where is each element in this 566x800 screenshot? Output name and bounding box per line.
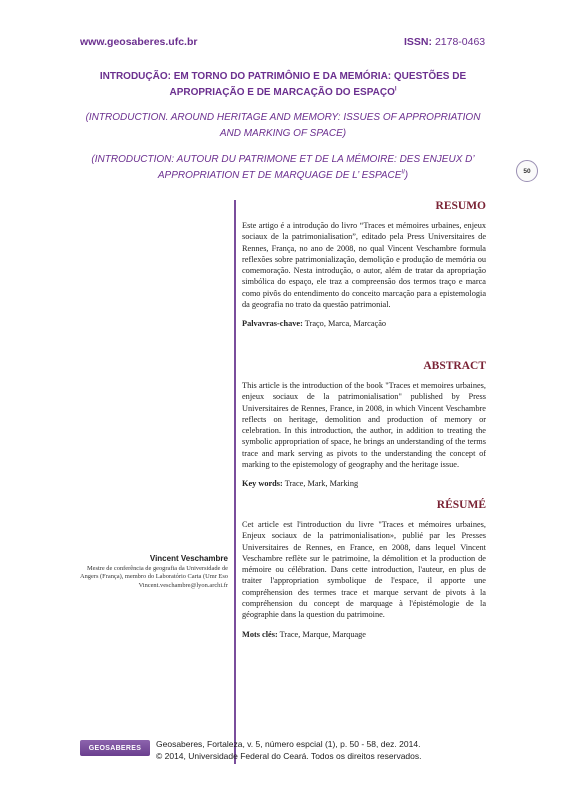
resumo-body: Este artigo é a introdução do livro “Traces et mémoires urbaines, enjeux sociaux de la patrimonialisation”, editado pela Press Universitaires de Rennes, França, no ano de 2008, no qual Vincent Veschambre formula reflexões sobre patrimonialização, demolição e produção de memória ou comemoração. Nesta introdução, o autor, além de tratar da apropriação simbólica do espaço, ele traz a compreensão dos termos traço e marca como pivôs do entendimento do conceito marcação para a epistemologia da geografia no trato da questão patrimonial.: [242, 221, 486, 310]
issn-value: 2178-0463: [434, 36, 486, 48]
author-name: Vincent Veschambre: [149, 554, 228, 563]
journal-url[interactable]: www.geosaberes.ufc.br: [80, 36, 198, 48]
footer-citation: Geosaberes, Fortaleza, v. 5, número espcial (1), p. 50 - 58, dez. 2014.: [156, 739, 421, 749]
abstract-kw-value: Trace, Mark, Marking: [284, 479, 359, 489]
abstract-section: [242, 360, 486, 488]
title-en-line1: (INTRODUCTION. AROUND HERITAGE AND MEMORY: ISSUES OF APPROPRIATION: [85, 112, 481, 123]
resumo-keywords: [242, 319, 486, 328]
issn-label: ISSN:: [404, 36, 433, 48]
resume-heading: RÉSUMÉ: [436, 499, 486, 511]
title-fr-line1: (INTRODUCTION: AUTOUR DU PATRIMONE ET DE LA MÉMOIRE: DES ENJEUX D’: [91, 154, 475, 165]
author-block: [80, 554, 228, 590]
title-fr-line2-wrap: [60, 168, 506, 184]
title-pt-line1: INTRODUÇÃO: EM TORNO DO PATRIMÔNIO E DA MEMÓRIA: QUESTÕES DE: [99, 71, 467, 82]
title-pt-footnote-mark: I: [394, 86, 397, 93]
geosaberes-logo: GEOSABERES: [80, 740, 150, 756]
author-email[interactable]: Vincent.veschambre@lyon.archi.fr: [138, 581, 228, 589]
resume-keywords: [242, 630, 486, 639]
title-portuguese: [60, 69, 506, 101]
issn: [404, 36, 485, 48]
resume-body: Cet article est l'introduction du livre "Traces et mémoires urbaines, Enjeux sociaux de la patrimonialisation», publié par les Presses Universitaires de Rennes, en France, en 2008, dans lequel Vincent Veschambre reflète sur le patrimoine, la démolition et la production de mémoire ou célébration. Dans cette introduction, l'auteur, en plus de traiter l'appropriation symbolique de l'espace, il apporte une compréhension des termes trace et marque servant de pivots à la compréhension du concept de marquage à l'épistémologie de la géographie dans la question du patrimoine.: [242, 520, 486, 620]
title-fr-line2: APPROPRIATION ET DE MARQUAGE DE L’ ESPACE: [157, 170, 402, 181]
footer-citation-block: [156, 738, 422, 762]
resume-kw-label: Mots clés:: [242, 629, 278, 639]
footer-copyright: © 2014, Universidade Federal do Ceará. Todos os direitos reservados.: [156, 751, 422, 761]
title-fr-footnote-mark: II: [401, 169, 405, 176]
author-affiliation: Mestre de conferência de geografia da Universidade de Angers (França), membro do Laboratório Carta (Umr Eso: [80, 565, 229, 581]
resumo-heading: RESUMO: [435, 200, 486, 212]
title-fr-close: ): [404, 170, 409, 181]
title-pt-line2: APROPRIAÇÃO E DE MARCAÇÃO DO ESPAÇO: [169, 87, 395, 98]
resumo-section: [242, 200, 486, 328]
abstract-body: This article is the introduction of the book "Traces et memoires urbaines, enjeux sociaux de la patrimonialisation" published by Press Universitaires de Rennes, France, in 2008, in which Vincent Veschambre reflects on heritage, demolition and production of memory or celebration. In this introduction, the author, in addition to treating the symbolic appropriation of space, he brings an understanding of the terms trace and mark serving as pivots to the understanding the concept of marking to the epistemology of geography and the heritage issue.: [242, 381, 486, 470]
abstract-kw-label: Key words:: [242, 479, 283, 489]
title-french: [60, 152, 506, 184]
resumo-kw-value: Traço, Marca, Marcação: [304, 319, 387, 329]
abstract-keywords: [242, 479, 486, 488]
abstract-heading: ABSTRACT: [423, 360, 486, 372]
resumo-kw-label: Palvavras-chave:: [242, 319, 303, 329]
resume-section: [242, 499, 486, 639]
title-english: [60, 110, 506, 142]
title-pt-line2-wrap: [60, 85, 506, 101]
resume-kw-value: Trace, Marque, Marquage: [279, 629, 366, 639]
column-divider: [234, 200, 236, 764]
page-number-badge: 50: [516, 160, 538, 182]
title-en-line2: AND MARKING OF SPACE): [219, 128, 347, 139]
